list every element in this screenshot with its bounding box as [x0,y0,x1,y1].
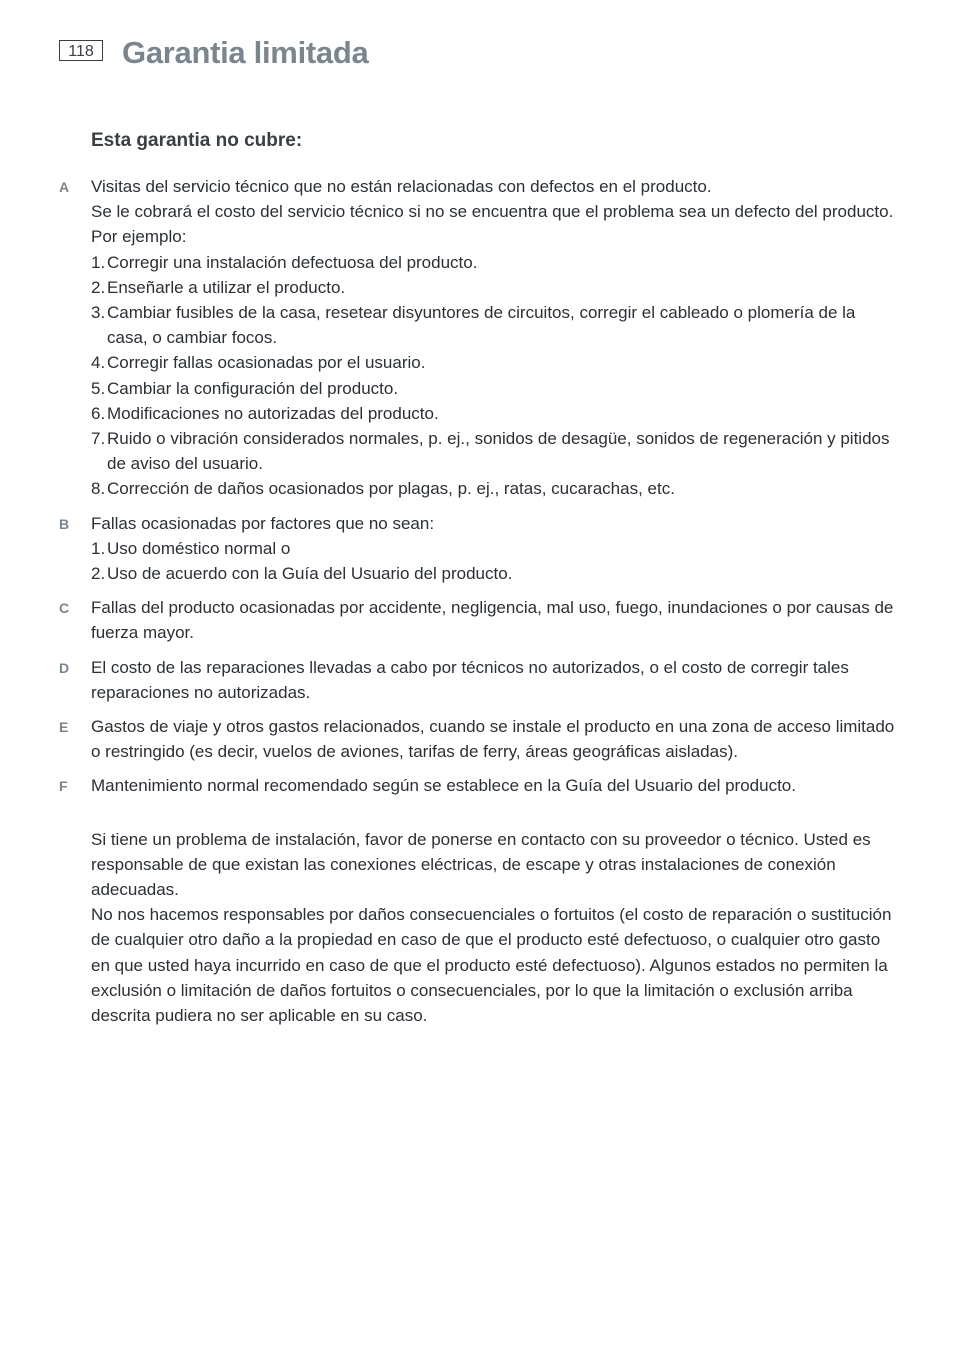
exclusion-item-b [59,511,899,587]
page-number: 118 [59,40,103,61]
closing-notes [59,827,899,1029]
closing-paragraph: Si tiene un problema de instalación, favor de ponerse en contacto con su proveedor o técnico. Usted es responsable de que existan las conexiones eléctricas, de escape y otras instalaciones de conexión adecuadas. [91,829,871,900]
page-title: Garantia limitada [122,35,369,70]
list-item: 2. Enseñarle a utilizar el producto. [91,277,346,297]
closing-paragraph: No nos hacemos responsables por daños consecuenciales o fortuitos (el costo de reparación o sustitución de cualquier otro daño a la propiedad en caso de que el producto esté defectuoso, o cualquier otro gasto en que usted haya incurrido en caso de que el producto esté defectuoso). Algunos estados no permiten la exclusión o limitación de daños fortuitos o consecuenciales, por lo que la limitación o exclusión arriba descrita pudiera no ser aplicable en su caso. [91,905,892,1026]
exclusion-item-c [59,595,899,645]
list-item: 6. Modificaciones no autorizadas del producto. [91,403,439,423]
item-letter: B [59,515,70,532]
warranty-content [59,128,899,1028]
item-letter: E [59,719,69,736]
list-item: 8. Corrección de daños ocasionados por plagas, p. ej., ratas, cucarachas, etc. [91,479,675,499]
list-item: 4. Corregir fallas ocasionadas por el usuario. [91,353,426,373]
list-item: 1. Corregir una instalación defectuosa del producto. [91,252,478,272]
item-paragraph: Fallas del producto ocasionadas por accidente, negligencia, mal uso, fuego, inundaciones o por causas de fuerza mayor. [91,598,894,643]
list-item: 5. Cambiar la configuración del producto. [91,378,399,398]
item-letter: D [59,659,70,676]
list-item: 2. Uso de acuerdo con la Guía del Usuario del producto. [91,564,513,584]
item-letter: F [59,778,68,795]
item-paragraph: Se le cobrará el costo del servicio técnico si no se encuentra que el problema sea un defecto del producto. Por ejemplo: [91,202,894,247]
item-paragraph: Mantenimiento normal recomendado según se establece en la Guía del Usuario del producto. [91,776,796,796]
exclusions-list [59,174,899,799]
exclusion-item-d [59,655,899,705]
item-letter: C [59,600,70,617]
exclusion-item-e [59,714,899,764]
item-paragraph: Visitas del servicio técnico que no están relacionadas con defectos en el producto. [91,177,712,196]
item-paragraph: Fallas ocasionadas por factores que no sean: [91,513,435,533]
item-paragraph: Gastos de viaje y otros gastos relacionados, cuando se instale el producto en una zona de acceso limitado o restringido (es decir, vuelos de aviones, tarifas de ferry, áreas geográficas aisladas). [91,717,895,762]
item-letter: A [59,179,70,195]
sublist [91,250,899,502]
list-item: 1. Uso doméstico normal o [91,538,291,558]
sublist [91,536,899,586]
exclusion-item-a [59,174,899,502]
item-paragraph: El costo de las reparaciones llevadas a cabo por técnicos no autorizados, o el costo de corregir tales reparaciones no autorizadas. [91,657,849,702]
list-item: 7. Ruido o vibración considerados normales, p. ej., sonidos de desagüe, sonidos de regeneración y pitidos de aviso del usuario. [91,429,890,474]
section-heading: Esta garantia no cubre: [91,130,303,151]
exclusion-item-f [59,773,899,798]
list-item: 3. Cambiar fusibles de la casa, resetear disyuntores de circuitos, corregir el cableado o plomería de la casa, o cambiar focos. [91,303,856,348]
